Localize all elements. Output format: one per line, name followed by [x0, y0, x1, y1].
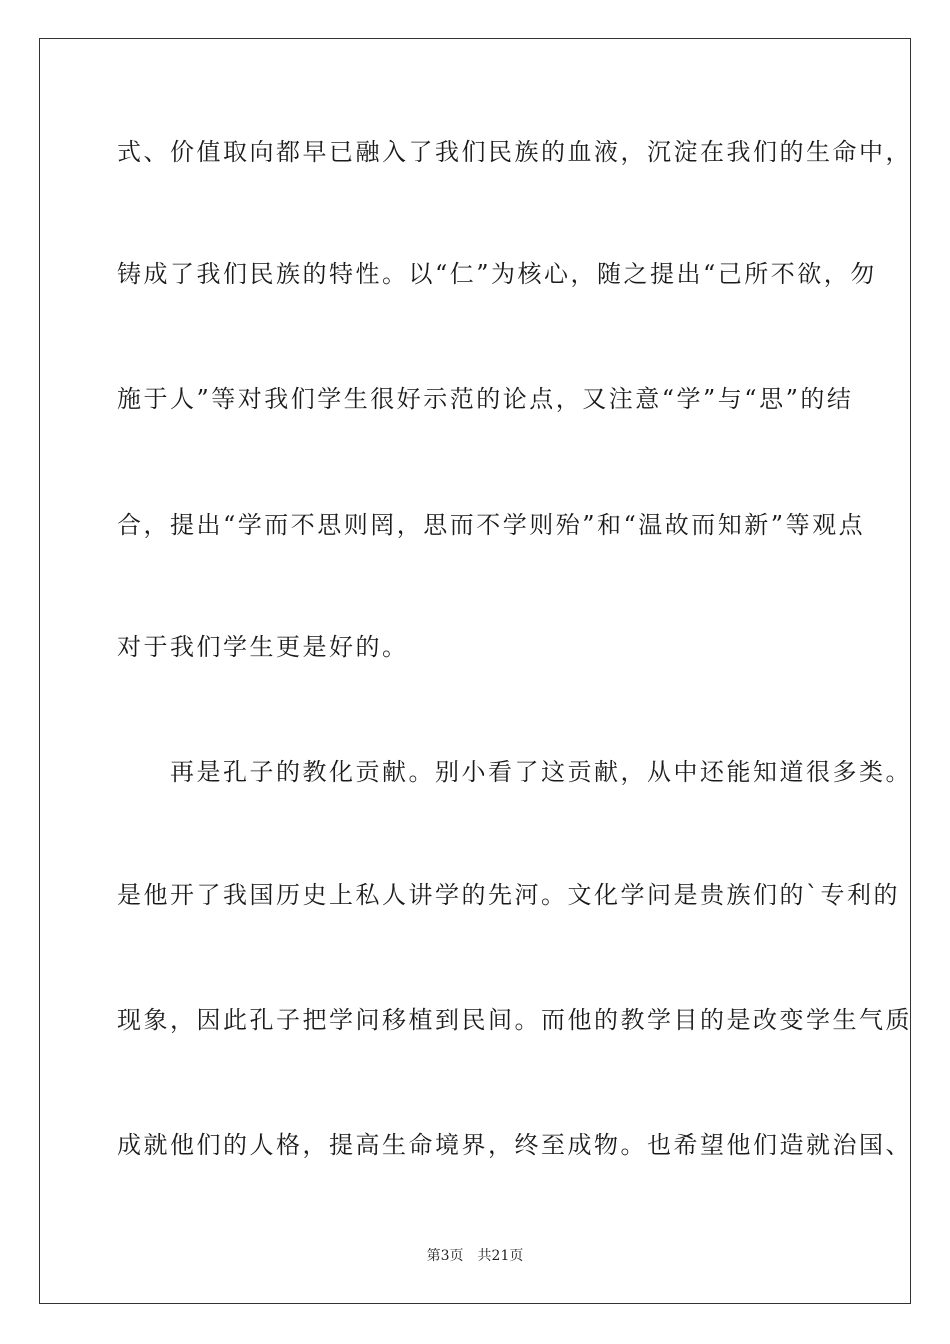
page-number: 第3页	[426, 1248, 464, 1264]
body-line: 再是孔子的教化贡献。别小看了这贡献，从中还能知道很多类。	[117, 758, 912, 786]
body-line: 合，提出“学而不思则罔，思而不学则殆”和“温故而知新”等观点	[117, 511, 866, 539]
body-line: 现象，因此孔子把学问移植到民间。而他的教学目的是改变学生气质	[117, 1006, 912, 1034]
body-line: 是他开了我国历史上私人讲学的先河。文化学问是贵族们的`专利的	[117, 881, 900, 909]
page-footer	[0, 1246, 950, 1266]
body-line: 施于人”等对我们学生很好示范的论点，又注意“学”与“思”的结	[117, 385, 854, 413]
page-border	[39, 38, 911, 1304]
body-line: 铸成了我们民族的特性。以“仁”为核心，随之提出“己所不欲，勿	[117, 260, 877, 288]
page-total: 共21页	[477, 1248, 524, 1264]
body-line: 成就他们的人格，提高生命境界，终至成物。也希望他们造就治国、	[117, 1131, 912, 1159]
body-line: 对于我们学生更是好的。	[117, 633, 409, 661]
body-line: 式、价值取向都早已融入了我们民族的血液，沉淀在我们的生命中，	[117, 138, 912, 166]
